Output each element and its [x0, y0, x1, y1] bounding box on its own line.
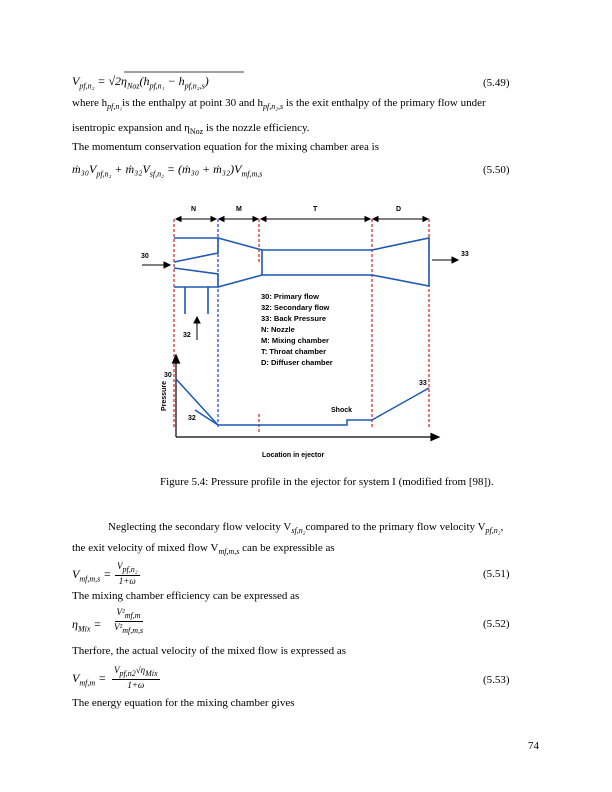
figure-legend: [261, 292, 333, 367]
text-mixing-efficiency: The mixing chamber efficiency can be expressed as: [72, 590, 300, 602]
shock-label: Shock: [331, 407, 353, 414]
equation-5-52-fraction: $\frac{V^2_{mf,m}}{V^2_{mf,m,s}}$: [114, 607, 144, 635]
equation-5-51-lhs: $V_{mf,m,s}$ =: [72, 567, 112, 584]
eq-number-5-51: (5.51): [483, 568, 510, 580]
eq-number-5-50: (5.50): [483, 164, 510, 176]
paragraph-line-1: Neglecting the secondary flow velocity $V_{sf,n_2}compared$ to the primary flow velocity $V_{pf,n_2}$,: [108, 521, 504, 536]
port-30-label: 30: [141, 253, 149, 260]
port-33-label: 33: [461, 251, 469, 258]
svg-text:T: Throat chamber: T: Throat chamber: [261, 347, 327, 356]
svg-text:N: Nozzle: N: Nozzle: [261, 325, 295, 334]
y-axis-label: Pressure: [161, 381, 168, 411]
dimension-arrows: [176, 217, 428, 222]
equation-5-50: $ṁ_{30}V_{pf,n_2}$ + $ṁ_{32}V_{sf,n_2}$ = (ṁ₃₀ + $ṁ_{32})V_{mf,m,s}$: [72, 162, 263, 179]
eq-number-5-49: (5.49): [483, 77, 510, 89]
equation-5-53-fraction: $V_{pf,n2}√\eta_{Mix}$ 1+ω: [114, 665, 158, 690]
pt-32-label: 32: [188, 415, 196, 422]
label-D: D: [396, 206, 402, 213]
pt-33-label: 33: [419, 380, 427, 387]
label-N: N: [191, 206, 197, 213]
eq-number-5-53: (5.53): [483, 674, 510, 686]
text-isentropic-line: isentropic expansion and $\eta_{Noz}$ is the nozzle efficiency.: [72, 122, 310, 137]
svg-text:33: Back Pressure: 33: Back Pressure: [261, 314, 327, 323]
label-M: M: [236, 206, 242, 213]
text-actual-velocity: Therfore, the actual velocity of the mixed flow is expressed as: [72, 645, 346, 657]
pt-30-label: 30: [164, 372, 172, 379]
pressure-axes: [173, 355, 440, 441]
svg-text:32: Secondary flow: 32: Secondary flow: [261, 303, 330, 312]
svg-text:M: Mixing chamber: M: Mixing chamber: [261, 336, 329, 345]
text-energy-equation: The energy equation for the mixing chamber gives: [72, 697, 295, 709]
paragraph-line-2: the exit velocity of mixed flow $V_{mf,m,s}$ can be expressible as: [72, 542, 335, 557]
equation-5-51-fraction: $V_{pf,n_2}$ 1+ω: [117, 561, 138, 586]
x-axis-label: Location in ejector: [262, 452, 325, 459]
section-lines: [174, 219, 429, 434]
pressure-curve: [176, 379, 429, 425]
page-number: 74: [528, 740, 539, 752]
label-T: T: [313, 206, 318, 213]
port-32-label: 32: [183, 332, 191, 339]
svg-text:D: Diffuser chamber: D: Diffuser chamber: [261, 358, 333, 367]
equation-5-52-lhs: $\eta_{Mix}$ =: [72, 617, 102, 634]
equation-5-53-lhs: $V_{mf,m}$ =: [72, 671, 107, 688]
figure-caption: Figure 5.4: Pressure profile in the ejector for system I (modified from [98]).: [160, 476, 494, 488]
eq-number-5-52: (5.52): [483, 618, 510, 630]
text-where-line: where $h_{pf,n_1}is$ the enthalpy at point 30 and $h_{pf,n_2,s}$ is the exit enthalpy of the primary flow under: [72, 97, 486, 112]
svg-text:30: Primary flow: 30: Primary flow: [261, 292, 319, 301]
equation-5-49: $V_{pf,n_2} = √2\eta_{Noz}(h_{pf,n_1} - h_{pf,n_2,s})$: [72, 74, 209, 91]
text-momentum-line: The momentum conservation equation for the mixing chamber area is: [72, 141, 379, 153]
